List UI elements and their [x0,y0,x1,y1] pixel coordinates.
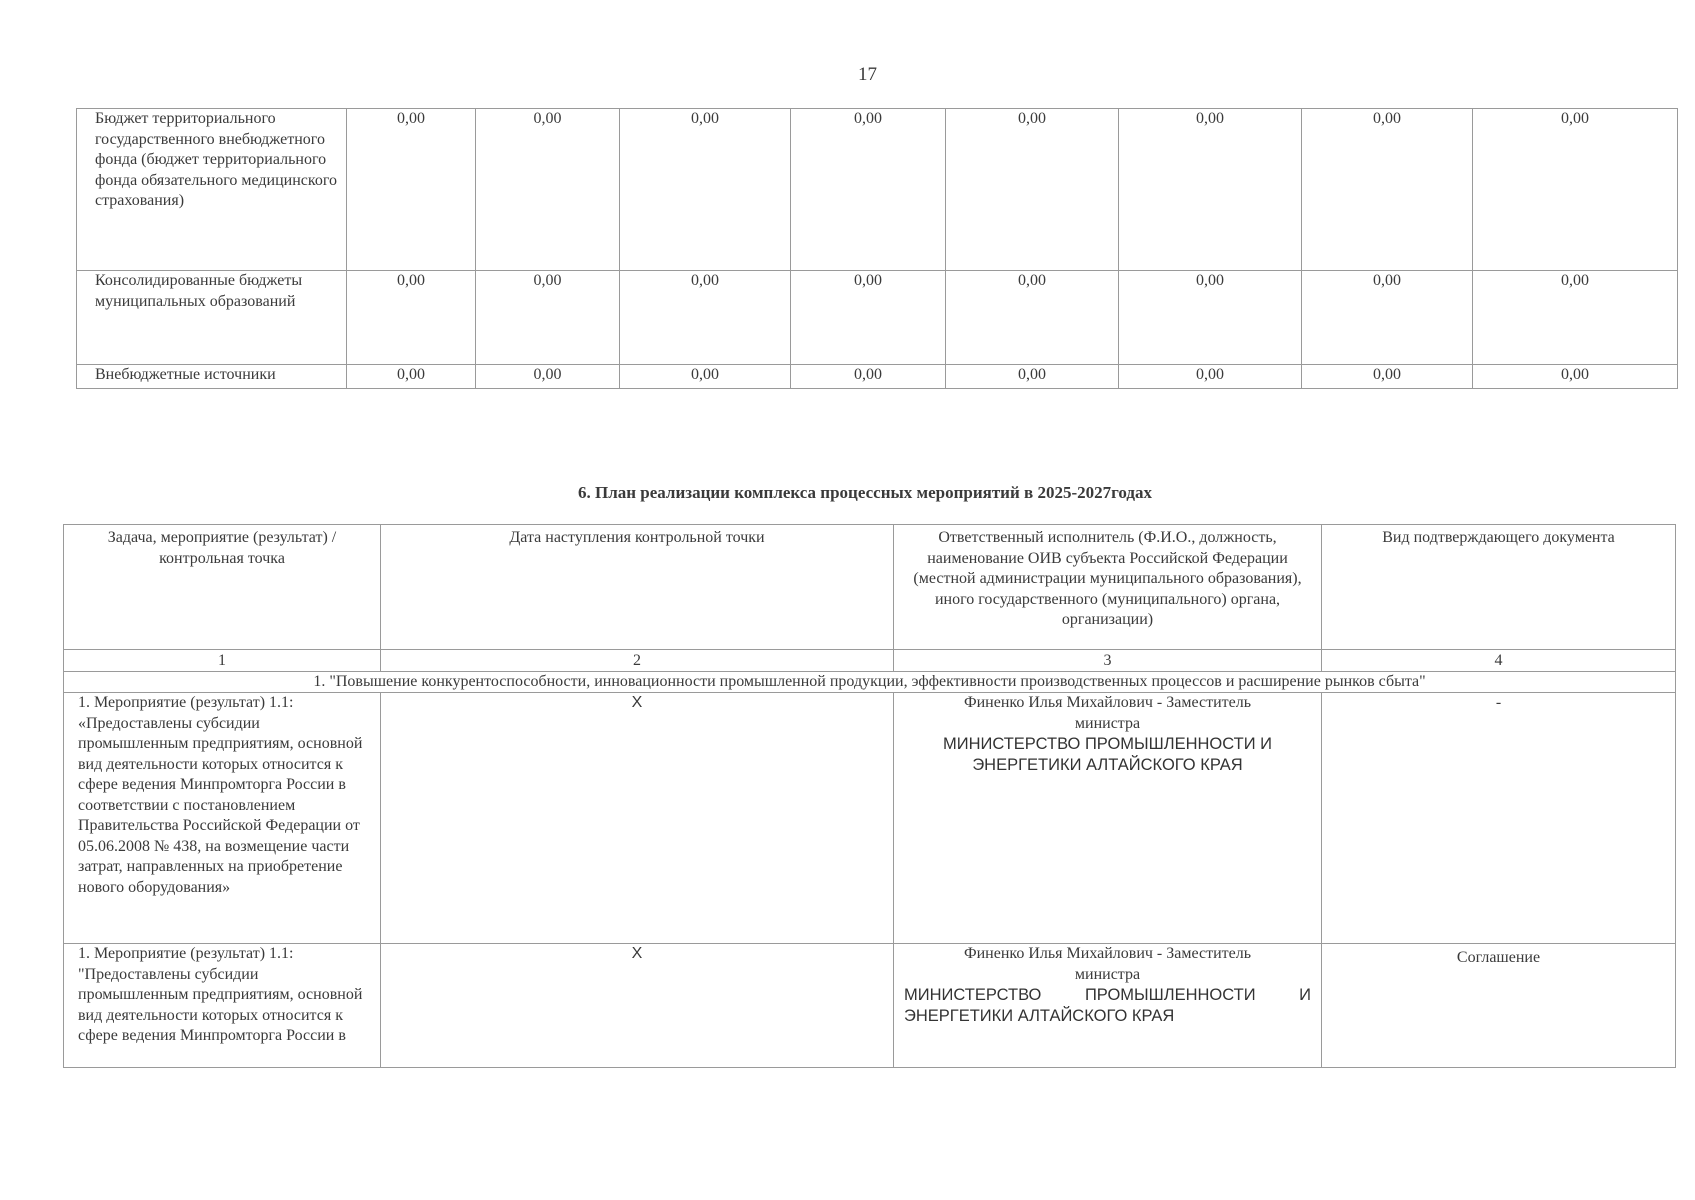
column-number-row [64,650,1676,672]
value-cell: 0,00 [1119,271,1302,365]
ministry-name: МИНИСТЕРСТВО ПРОМЫШЛЕННОСТИ И ЭНЕРГЕТИКИ АЛТАЙСКОГО КРАЯ [942,735,1273,774]
executor-cell [894,944,1322,1068]
header-document: Вид подтверждающего документа [1322,525,1676,650]
table-row [64,693,1676,944]
document-type: Соглашение [1322,944,1676,1068]
finance-source-cell: Бюджет территориального государственного внебюджетного фонда (бюджет территориального фонда обязательного медицинского страхования) [77,109,347,271]
value-cell: 0,00 [946,365,1119,389]
value-cell: 0,00 [476,271,620,365]
section-title: 6. План реализации комплекса процессных мероприятий в 2025-2027годах [577,483,1153,502]
value-cell: 0,00 [1302,271,1473,365]
value-cell: 0,00 [1473,109,1678,271]
value-cell: 0,00 [791,271,946,365]
value-cell: 0,00 [1119,365,1302,389]
task-row [64,672,1676,693]
finance-source-cell: Консолидированные бюджеты муниципальных образований [77,271,347,365]
plan-table [63,524,1676,1068]
column-number: 1 [64,650,381,672]
value-cell: 0,00 [1302,365,1473,389]
value-cell: 0,00 [476,365,620,389]
ministry-name: МИНИСТЕРСТВО ПРОМЫШЛЕННОСТИ И ЭНЕРГЕТИКИ АЛТАЙСКОГО КРАЯ [904,986,1311,1025]
value-cell: 0,00 [1473,271,1678,365]
value-cell: 0,00 [791,109,946,271]
header-date: Дата наступления контрольной точки [381,525,894,650]
finance-source-cell: Внебюджетные источники [77,365,347,389]
page-number: 17 [858,64,877,85]
control-date: X [381,693,894,944]
table-row [77,271,1678,365]
value-cell: 0,00 [347,271,476,365]
value-cell: 0,00 [347,109,476,271]
finance-table [76,108,1678,389]
value-cell: 0,00 [620,109,791,271]
executor-name: Финенко Илья Михайлович - Заместитель министра [963,694,1252,732]
event-description: 1. Мероприятие (результат) 1.1: «Предоставлены субсидии промышленным предприятиям, основной вид деятельности которых относится к сфере ведения Минпромторга России в соответствии с постановлением Правительства Российской Федерации от 05.06.2008 № 438, на возмещение части затрат, направленных на приобретение нового оборудования» [64,693,381,944]
event-description: 1. Мероприятие (результат) 1.1: "Предоставлены субсидии промышленным предприятиям, основной вид деятельности которых относится к сфере ведения Минпромторга России в [64,944,381,1068]
table-row [77,365,1678,389]
value-cell: 0,00 [946,271,1119,365]
value-cell: 0,00 [620,271,791,365]
task-title: 1. "Повышение конкурентоспособности, инновационности промышленной продукции, эффективности производственных процессов и расширение рынков сбыта" [64,672,1676,693]
value-cell: 0,00 [946,109,1119,271]
header-task: Задача, мероприятие (результат) / контрольная точка [64,525,381,650]
value-cell: 0,00 [1302,109,1473,271]
header-row [64,525,1676,650]
value-cell: 0,00 [791,365,946,389]
column-number: 2 [381,650,894,672]
document-type: - [1322,693,1676,944]
table-row [64,944,1676,1068]
value-cell: 0,00 [620,365,791,389]
executor-name: Финенко Илья Михайлович - Заместитель министра [963,945,1252,983]
table-row [77,109,1678,271]
column-number: 3 [894,650,1322,672]
value-cell: 0,00 [347,365,476,389]
column-number: 4 [1322,650,1676,672]
value-cell: 0,00 [476,109,620,271]
header-executor: Ответственный исполнитель (Ф.И.О., должность, наименование ОИВ субъекта Российской Федерации (местной администрации муниципального образования), иного государственного (муниципального) органа, организации) [894,525,1322,650]
control-date: X [381,944,894,1068]
value-cell: 0,00 [1473,365,1678,389]
value-cell: 0,00 [1119,109,1302,271]
executor-cell [894,693,1322,944]
